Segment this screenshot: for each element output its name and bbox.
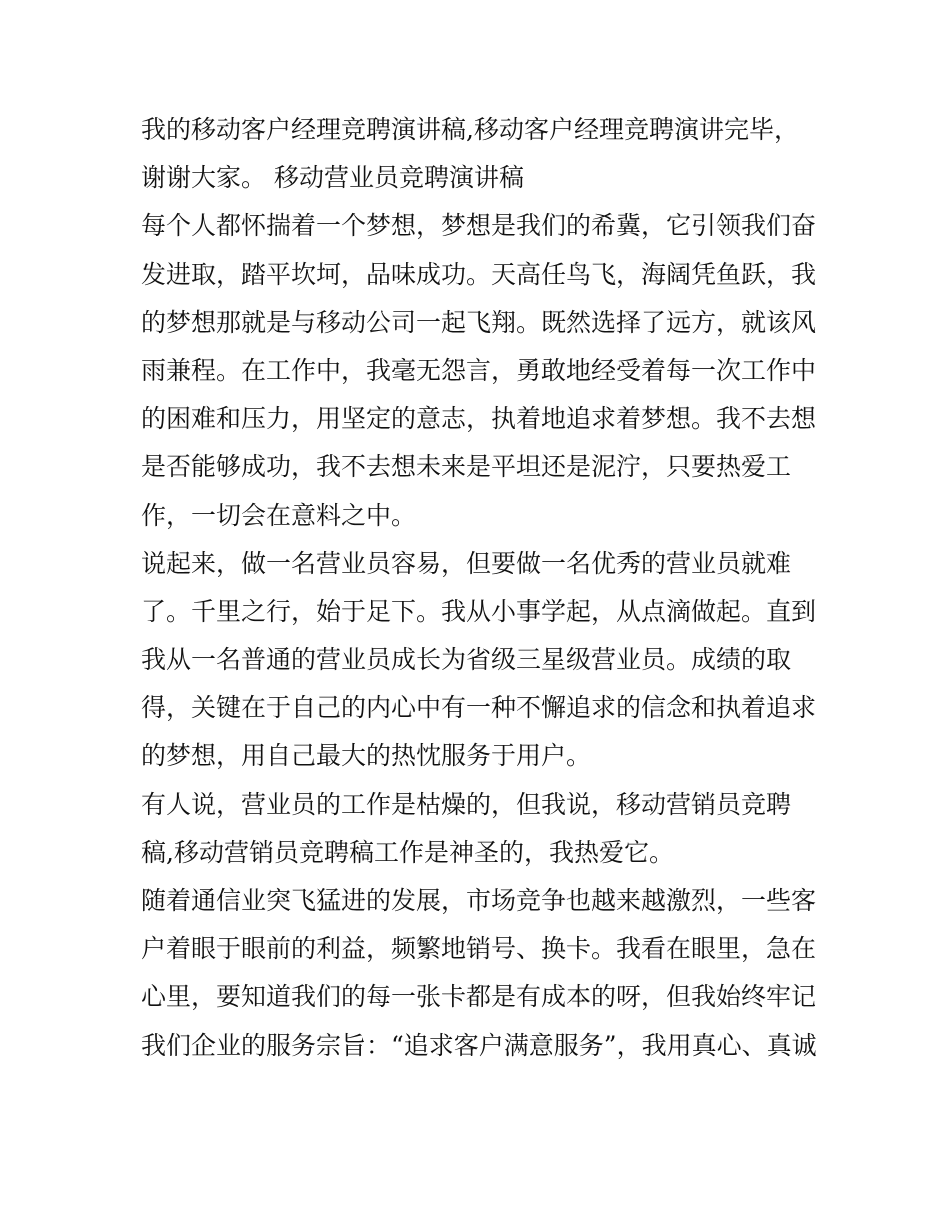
text-line: 的困难和压力，用坚定的意志，执着地追求着梦想。我不去想	[141, 404, 817, 434]
text-line: 户着眼于眼前的利益，频繁地销号、换卡。我看在眼里，急在	[141, 934, 817, 964]
text-line: 我从一名普通的营业员成长为省级三星级营业员。成绩的取	[141, 645, 792, 675]
text-line: 谢谢大家。 移动营业员竞聘演讲稿	[141, 163, 524, 193]
text-line: 作，一切会在意料之中。	[141, 500, 417, 530]
text-line: 我的移动客户经理竞聘演讲稿,移动客户经理竞聘演讲完毕，	[141, 115, 799, 144]
text-line: 我们企业的服务宗旨：“追求客户满意服务”，我用真心、真诚	[141, 1030, 817, 1060]
text-line: 稿,移动营销员竞聘稿工作是神圣的，我热爱它。	[141, 837, 674, 867]
text-line: 得，关键在于自己的内心中有一种不懈追求的信念和执着追求	[141, 693, 817, 723]
text-line: 每个人都怀揣着一个梦想，梦想是我们的希冀，它引领我们奋	[141, 211, 817, 241]
text-line: 了。千里之行，始于足下。我从小事学起，从点滴做起。直到	[141, 596, 817, 626]
text-line: 发进取，踏平坎坷，品味成功。天高任鸟飞，海阔凭鱼跃，我	[141, 259, 817, 289]
document-body	[141, 106, 821, 1070]
text-line: 的梦想那就是与移动公司一起飞翔。既然选择了远方，就该风	[141, 307, 817, 337]
text-line: 说起来，做一名营业员容易，但要做一名优秀的营业员就难	[141, 548, 792, 578]
text-line: 随着通信业突飞猛进的发展，市场竞争也越来越激烈，一些客	[141, 886, 817, 915]
text-line: 的梦想，用自己最大的热忱服务于用户。	[141, 741, 592, 771]
text-line: 有人说，营业员的工作是枯燥的，但我说，移动营销员竞聘	[141, 789, 792, 819]
text-line: 雨兼程。在工作中，我毫无怨言，勇敢地经受着每一次工作中	[141, 355, 817, 385]
text-line: 心里，要知道我们的每一张卡都是有成本的呀，但我始终牢记	[141, 982, 817, 1012]
text-line: 是否能够成功，我不去想未来是平坦还是泥泞，只要热爱工	[141, 452, 792, 482]
